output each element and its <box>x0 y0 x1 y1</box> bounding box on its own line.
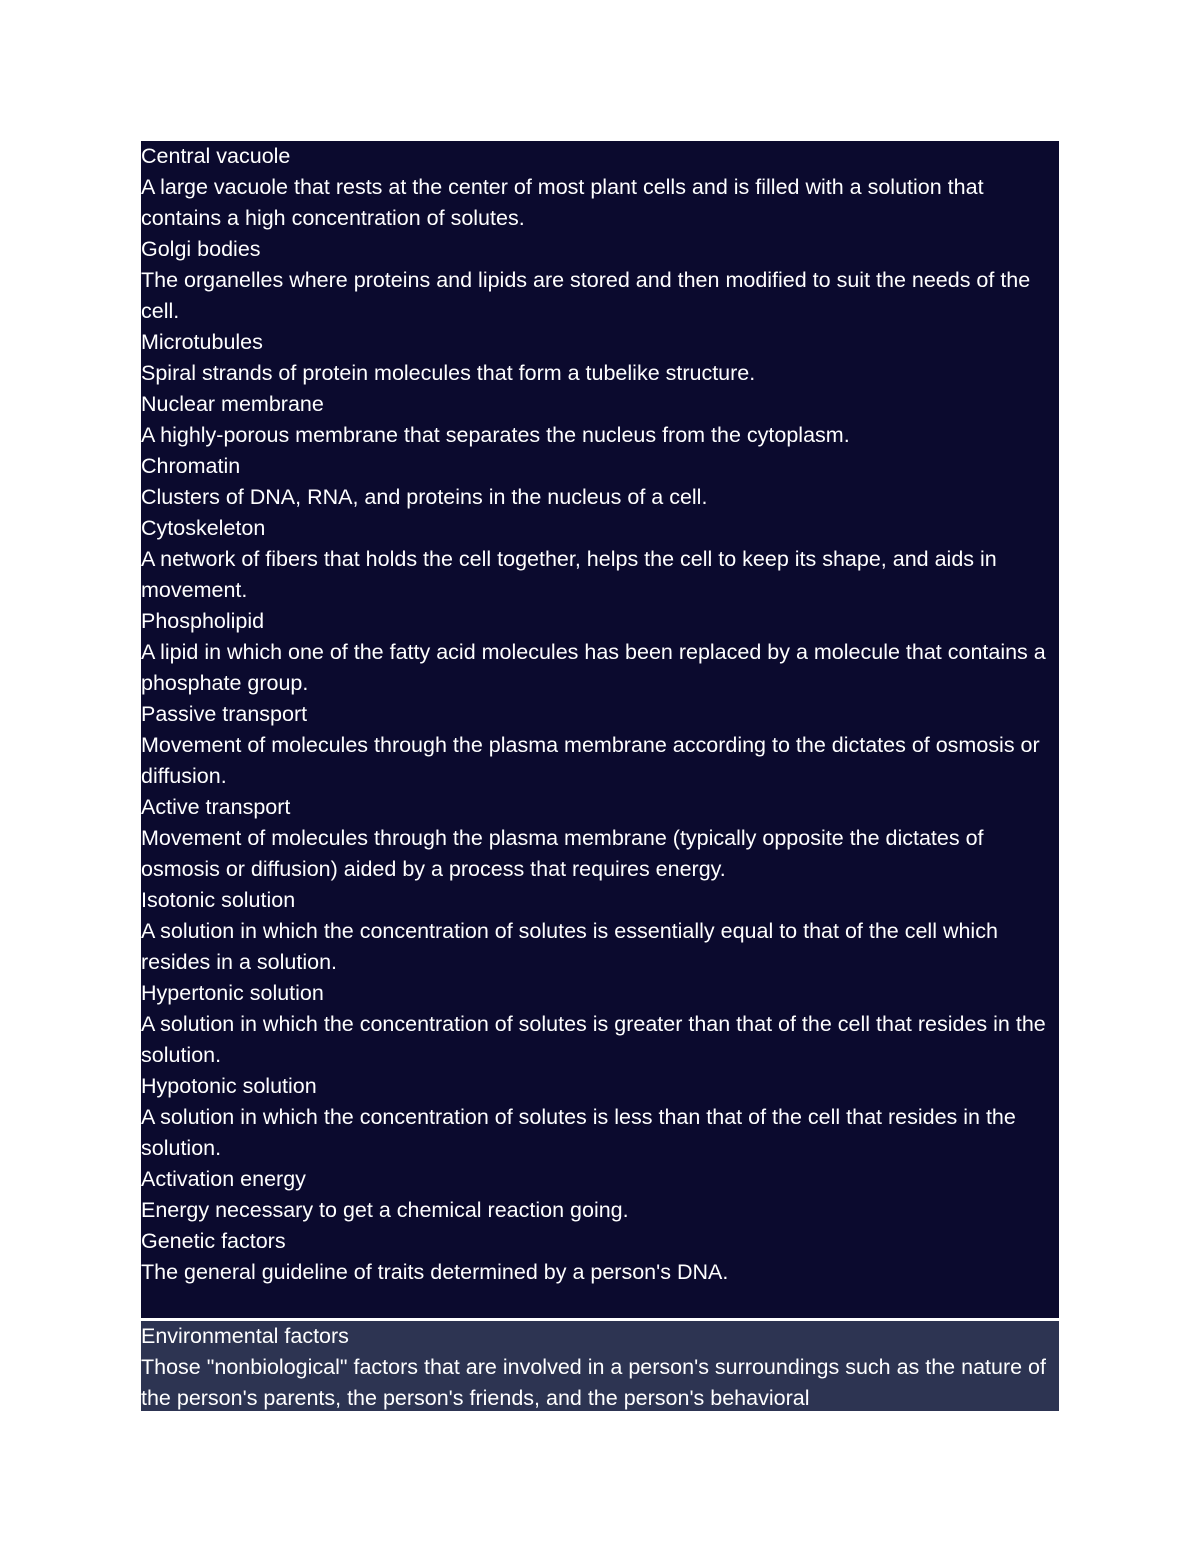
definition: A lipid in which one of the fatty acid molecules has been replaced by a molecule that contains a phosphate group. <box>141 640 1046 695</box>
term: Golgi bodies <box>141 237 261 261</box>
definition: A large vacuole that rests at the center of most plant cells and is filled with a solution that contains a high concentration of solutes. <box>141 175 984 230</box>
term: Hypotonic solution <box>141 1074 317 1098</box>
term: Activation energy <box>141 1167 306 1191</box>
definition: A solution in which the concentration of solutes is greater than that of the cell that resides in the solution. <box>141 1012 1046 1067</box>
definition: A solution in which the concentration of solutes is essentially equal to that of the cell which resides in a solution. <box>141 919 998 974</box>
term: Central vacuole <box>141 144 291 168</box>
term: Genetic factors <box>141 1229 286 1253</box>
term: Hypertonic solution <box>141 981 324 1005</box>
definition: The general guideline of traits determined by a person's DNA. <box>141 1260 729 1284</box>
flashcard-block-main <box>141 141 1059 1318</box>
definition: A network of fibers that holds the cell together, helps the cell to keep its shape, and aids in movement. <box>141 547 997 602</box>
term: Nuclear membrane <box>141 392 324 416</box>
flashcard-block-second <box>141 1321 1059 1411</box>
term: Microtubules <box>141 330 263 354</box>
definition: Clusters of DNA, RNA, and proteins in the nucleus of a cell. <box>141 485 708 509</box>
definition: A highly-porous membrane that separates the nucleus from the cytoplasm. <box>141 423 850 447</box>
definition: Movement of molecules through the plasma membrane according to the dictates of osmosis or diffusion. <box>141 733 1040 788</box>
term: Chromatin <box>141 454 241 478</box>
definition: Energy necessary to get a chemical reaction going. <box>141 1198 629 1222</box>
term: Active transport <box>141 795 291 819</box>
term: Environmental factors <box>141 1324 349 1348</box>
term: Passive transport <box>141 702 308 726</box>
definition: Movement of molecules through the plasma membrane (typically opposite the dictates of osmosis or diffusion) aided by a process that requires energy. <box>141 826 984 881</box>
definition: Spiral strands of protein molecules that form a tubelike structure. <box>141 361 756 385</box>
term: Cytoskeleton <box>141 516 266 540</box>
definition: The organelles where proteins and lipids are stored and then modified to suit the needs of the cell. <box>141 268 1031 323</box>
term: Phospholipid <box>141 609 265 633</box>
term: Isotonic solution <box>141 888 296 912</box>
definition: A solution in which the concentration of solutes is less than that of the cell that resides in the solution. <box>141 1105 1016 1160</box>
definition: Those "nonbiological" factors that are involved in a person's surroundings such as the nature of the person's parents, the person's friends, and the person's behavioral <box>141 1355 1046 1410</box>
